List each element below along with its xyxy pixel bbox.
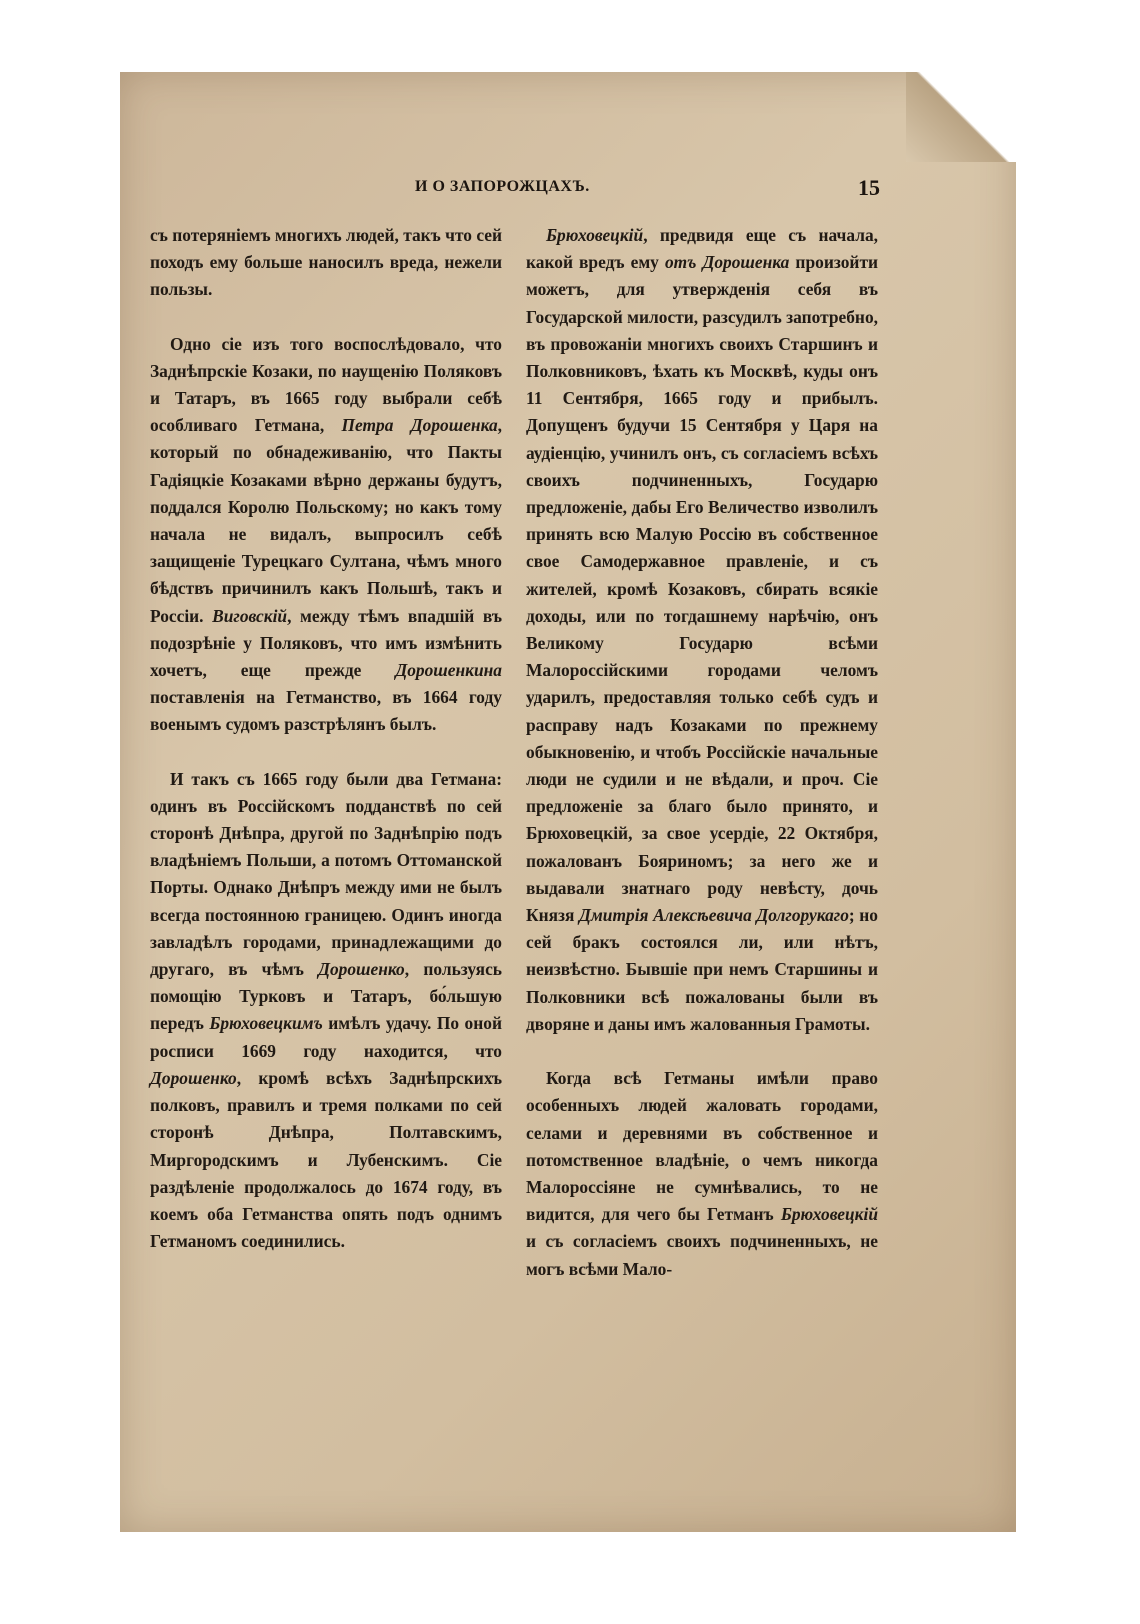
text-run: И такъ съ 1665 году были два Гетмана: одинъ въ Россiйскомъ подданствѣ по сей сторонѣ Днѣпра, другой по Заднѣпрiю подъ владѣнiемъ Польши, а потомъ Оттоманской Порты. Однако Днѣпръ между ими не былъ всегда постоянною границею. Одинъ иногда завладѣлъ городами, принадлежащими до другаго, въ чѣмъ — [150, 768, 502, 980]
name-italic: отъ Дорошенка — [664, 252, 790, 273]
left-paragraph-2 — [150, 331, 502, 739]
text-run: поставленiя на Гетманство, въ 1664 году военымъ судомъ разстрѣлянъ былъ. — [150, 687, 502, 735]
page-header — [150, 175, 880, 204]
text-run: ; но сей бракъ состоялся ли, или нѣтъ, неизвѣстно. Бывшiе при немъ Старшины и Полковники всѣ пожалованы были въ дворяне и даны имъ жалованныя Грамоты. — [526, 905, 878, 1034]
text-run: произойти можетъ, для утвержденiя себя въ Государской милости, разсудилъ запотребно, въ провожанiи многихъ своихъ Старшинъ и Полковниковъ, ѣхать къ Москвѣ, куды онъ 11 Сентября, 1665 году и прибылъ. Допущенъ будучи 15 Сентября у Царя на аудiенцiю, учинилъ онъ, съ согласiемъ всѣхъ своихъ подчиненныхъ, Государю предложенiе, дабы Его Величество изволилъ принять всю Малую Россiю въ собственное свое Самодержавное правленiе, и съ жителей, кромѣ Козаковъ, сбирать всякiе доходы, или по тогдашнему нарѣчiю, онъ Великому Государю всѣми Малороссiйскими городами челомъ ударилъ, предоставляя только себѣ судъ и расправу надъ Козаками по прежнему обыкновенiю, и чтобъ Россiйскiе начальные люди не судили и не вѣдали, и проч. Сiе предложенiе за благо было принято, и Брюховецкiй, за свое усердiе, 22 Октября, пожалованъ Бояриномъ; за него же и выдавали знатнаго роду невѣсту, дочь Князя — [526, 252, 879, 926]
page-number: 15 — [858, 175, 880, 200]
name-italic: Брюховецкимъ — [209, 1013, 323, 1034]
left-paragraph-3 — [150, 766, 502, 1256]
right-paragraph-2 — [526, 1065, 878, 1283]
name-italic: Виговскiй — [212, 605, 288, 626]
folded-corner — [906, 72, 1016, 162]
left-column — [150, 222, 502, 1282]
name-italic: Дорошенкина — [395, 660, 502, 681]
text-run: , пользуясь помощiю Турковъ и Татаръ, бо́льшую передъ — [150, 959, 502, 1034]
text-run: , который по обнадеживанiю, что Пакты Гадiяцкiе Козаками вѣрно держаны будутъ, поддался Королю Польскому; но какъ тому начала не видалъ, выпросилъ себѣ защищенiе Турецкаго Султана, чѣмъ много бѣдствъ причинилъ какъ Польшѣ, такъ и Россiи. — [150, 415, 503, 626]
text-run: съ потерянiемъ многихъ людей, такъ что сей походъ ему больше наносилъ вреда, нежели пользы. — [150, 225, 503, 300]
text-run: Когда всѣ Гетманы имѣли право особенныхъ людей жаловать городами, селами и деревнями въ собственное и потомственное владѣнiе, о чемъ никогда Малороссiяне не сумнѣвались, то не видится, для чего бы Гетманъ — [526, 1068, 878, 1225]
text-run: , предвидя еще съ начала, какой вредъ ему — [526, 225, 878, 273]
name-italic: Брюховецкiй — [546, 225, 644, 245]
text-run: , между тѣмъ впадшiй въ подозрѣнiе у Поляковъ, что имъ измѣнить хочетъ, еще прежде — [150, 605, 502, 681]
name-italic: Брюховецкiй — [780, 1204, 878, 1225]
name-italic: Дорошенко — [150, 1067, 237, 1088]
text-run: и съ согласiемъ своихъ подчиненныхъ, не могъ всѣми Мало- — [526, 1231, 878, 1279]
text-run: , кромѣ всѣхъ Заднѣпрскихъ полковъ, правилъ и тремя полками по сей сторонѣ Днѣпра, Полтавскимъ, Миргородскимъ и Лубенскимъ. Сiе раздѣленiе продолжалось до 1674 году, въ коемъ оба Гетманства опять подъ однимъ Гетманомъ соединились. — [150, 1067, 502, 1252]
right-paragraph-1 — [526, 222, 878, 1038]
running-title: И О ЗАПОРОЖЦАХЪ. — [415, 178, 590, 195]
text-run: Одно сiе изъ того воспослѣдовало, что Заднѣпрскiе Козаки, по наущенiю Поляковъ и Татаръ, въ 1665 году выбрали себѣ особливаго Гетмана, — [150, 333, 502, 436]
name-italic: Дорошенко — [318, 959, 405, 980]
name-italic: Дмитрiя Алексѣевича Долгорукаго — [579, 905, 849, 926]
name-italic: Петра Дорошенка — [341, 415, 498, 436]
right-column — [526, 222, 878, 1310]
text-run: имѣлъ удачу. По оной росписи 1669 году находится, что — [150, 1013, 502, 1061]
left-paragraph-1 — [150, 222, 502, 304]
